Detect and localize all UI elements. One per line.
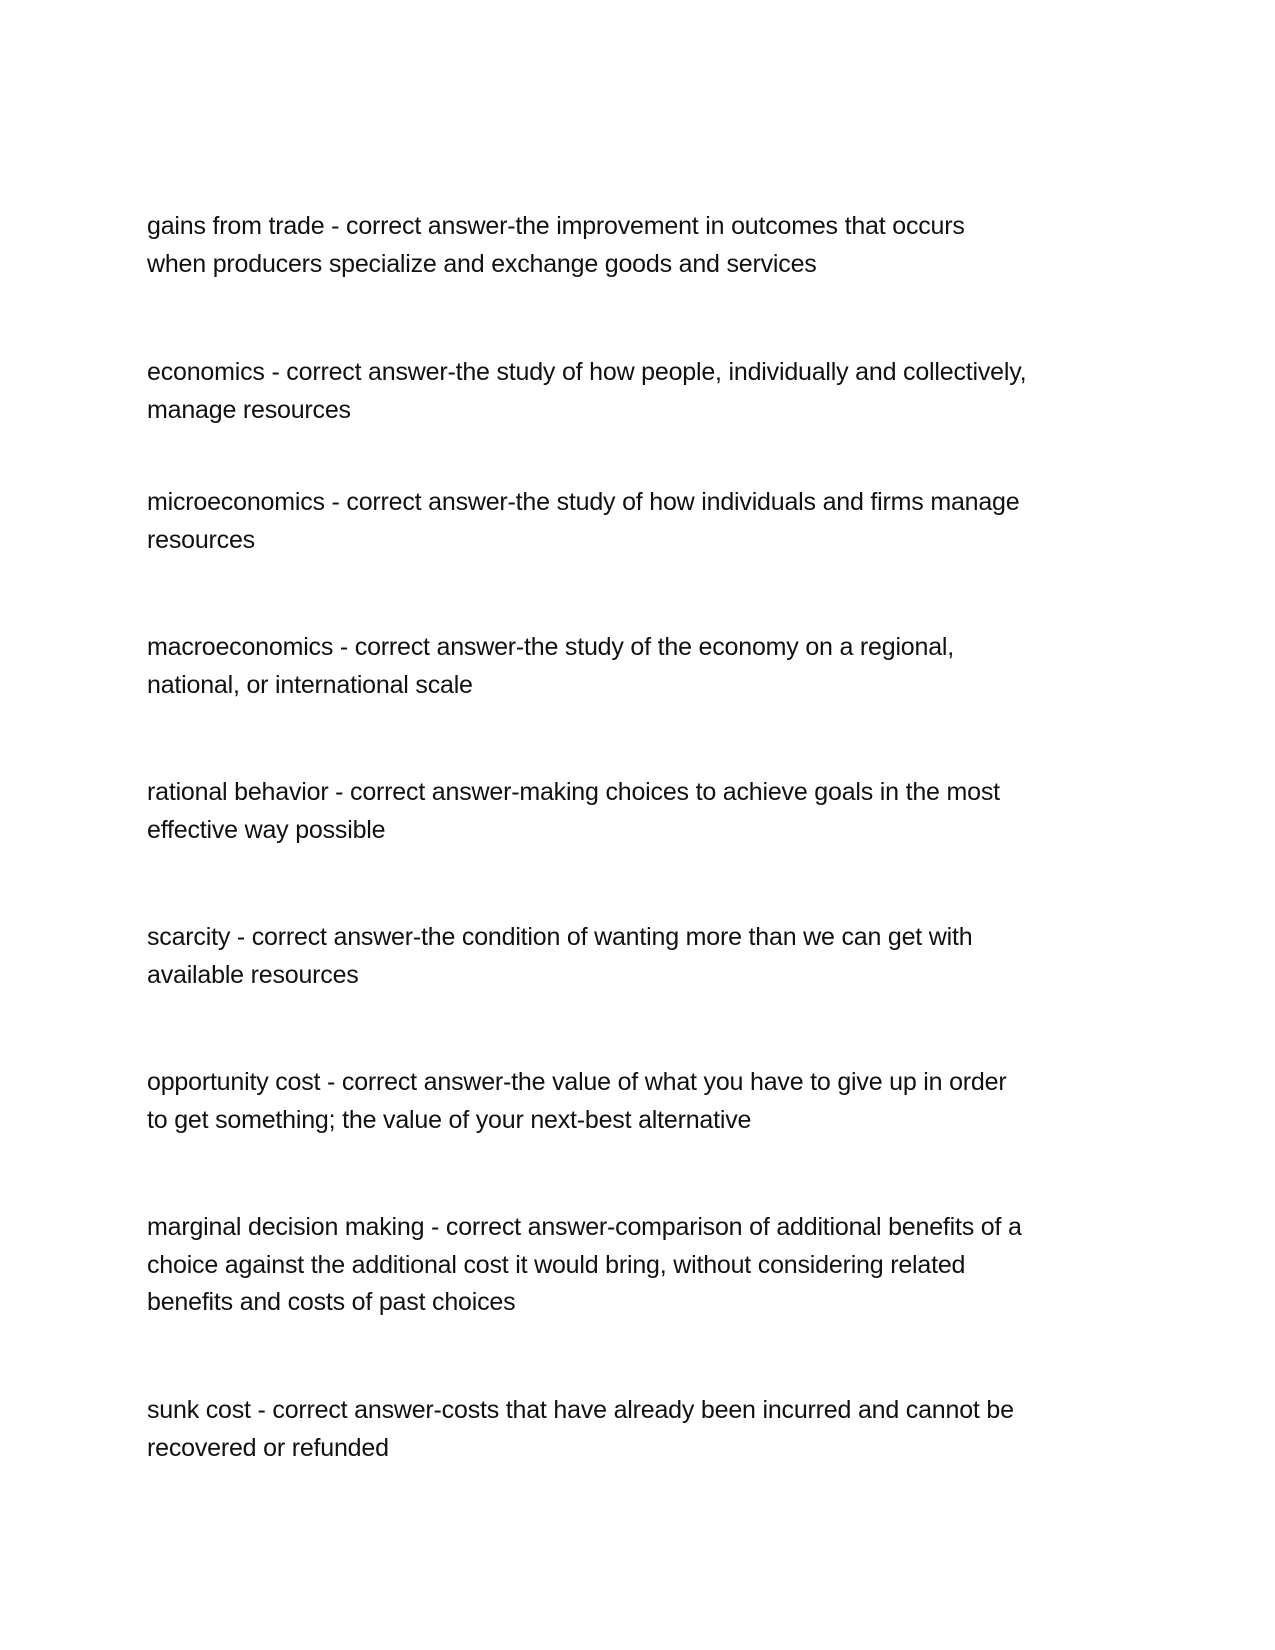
entry-line: sunk cost - correct answer-costs that have already been incurred and cannot be — [147, 1396, 1014, 1424]
entry-line: benefits and costs of past choices — [147, 1288, 516, 1316]
entry-line: to get something; the value of your next-best alternative — [147, 1105, 752, 1134]
definition-entry — [147, 208, 1127, 283]
definition-entry — [147, 919, 1127, 994]
entry-line: marginal decision making - correct answer-comparison of additional benefits of a — [147, 1213, 1022, 1241]
entry-line: gains from trade - correct answer-the improvement in outcomes that occurs — [147, 212, 965, 240]
definition-entry — [147, 1392, 1127, 1467]
entry-line: when producers specialize and exchange goods and services — [147, 249, 817, 278]
entry-line: recovered or refunded — [147, 1433, 389, 1462]
entry-line: opportunity cost - correct answer-the value of what you have to give up in order — [147, 1068, 1007, 1096]
entry-line: scarcity - correct answer-the condition of wanting more than we can get with — [147, 923, 973, 951]
entry-line: available resources — [147, 960, 359, 989]
entry-line: manage resources — [147, 395, 351, 424]
definition-entry — [147, 354, 1127, 429]
definition-entry — [147, 484, 1127, 559]
entry-line: microeconomics - correct answer-the study of how individuals and firms manage — [147, 488, 1020, 516]
entry-line: economics - correct answer-the study of how people, individually and collectively, — [147, 358, 1027, 386]
entry-line: macroeconomics - correct answer-the study of the economy on a regional, — [147, 633, 955, 661]
entry-line: national, or international scale — [147, 670, 473, 699]
definition-entry — [147, 1209, 1127, 1322]
definition-entry — [147, 774, 1127, 849]
entry-line: resources — [147, 525, 255, 554]
entry-line: choice against the additional cost it would bring, without considering related — [147, 1250, 966, 1279]
definition-entry — [147, 629, 1127, 704]
definition-entry — [147, 1064, 1127, 1139]
entry-line: effective way possible — [147, 815, 386, 844]
entry-line: rational behavior - correct answer-making choices to achieve goals in the most — [147, 778, 1000, 806]
